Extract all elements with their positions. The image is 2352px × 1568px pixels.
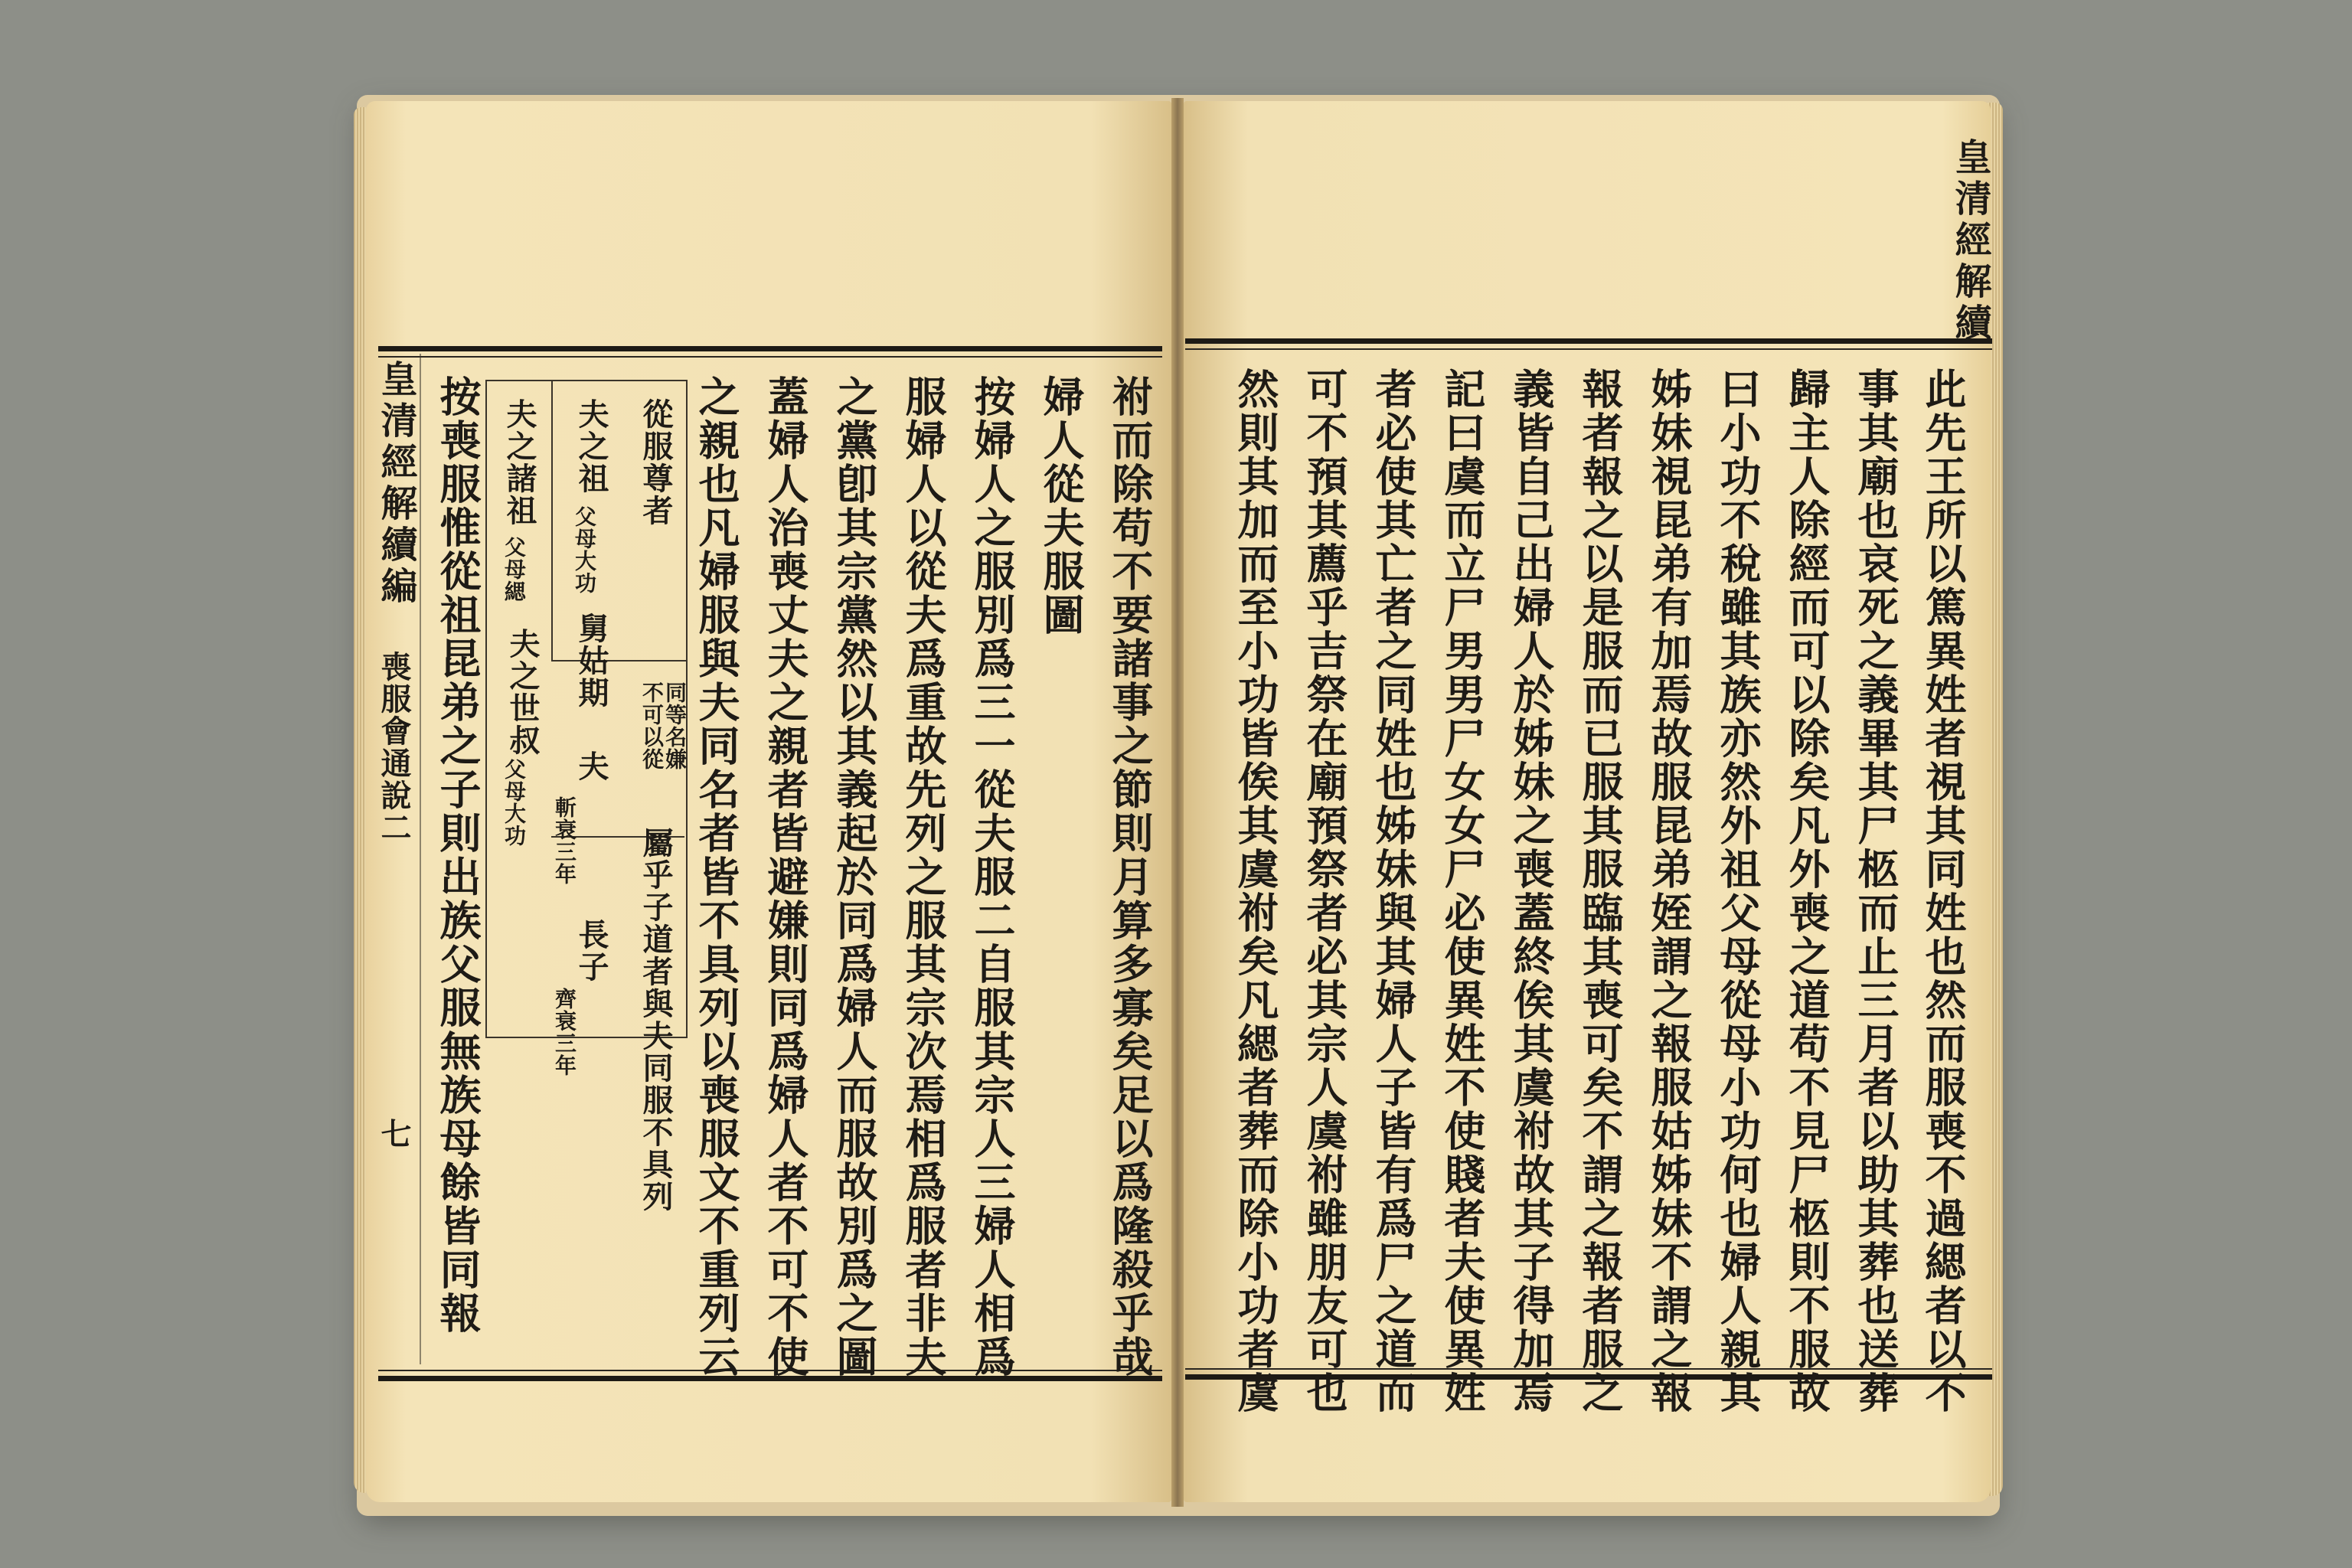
left-col-3: 按婦人之服別爲三一從夫服二自服其宗人三婦人相爲 — [968, 375, 1017, 1379]
diagram-row2-b: 夫之世叔 — [505, 628, 541, 756]
right-col-4: 曰小功不稅雖其族亦然外祖父母從母小功何也婦人親其 — [1713, 368, 1762, 1415]
right-col-11: 然則其加而至小功皆俟其虞祔矣凡緦者葬而除小功者虞 — [1231, 368, 1280, 1415]
right-col-7: 義皆自己出婦人於姊妹之喪蓋終俟其虞祔故其子得加焉 — [1507, 368, 1556, 1415]
right-margin-title: 皇清經解續 — [1949, 138, 1991, 345]
left-margin-subtitle: 喪服會通說二 — [376, 651, 412, 844]
diagram-row1-c-note: 斬衰三年 — [552, 796, 577, 885]
diagram-side-note-2: 不可以從 — [639, 681, 665, 770]
right-col-3: 歸主人除經而可以除矣凡外喪之道苟不見尸柩則不服故 — [1782, 368, 1831, 1415]
page-edges-left — [354, 107, 366, 1493]
left-col-7: 之親也凡婦服與夫同名者皆不具列以喪服文不重列云 — [692, 375, 741, 1379]
right-col-2: 事其廟也哀死之義畢其尸柩而止三月者以助其葬也送葬 — [1851, 368, 1900, 1415]
left-col-5: 之黨卽其宗黨然以其義起於同爲婦人而服故別爲之圖 — [830, 375, 879, 1379]
diagram-row2-b-note: 父母大功 — [501, 758, 527, 847]
right-col-5: 姊妹視昆弟有加焉故服昆弟姪謂之報服姑姊妹不謂之報 — [1645, 368, 1694, 1415]
left-col-1: 祔而除苟不要諸事之節則月算多寡矣足以爲隆殺乎哉 — [1106, 375, 1155, 1379]
margin-rule — [420, 354, 421, 1364]
diagram-header: 從服尊者 — [638, 398, 674, 527]
left-margin-title: 皇清經解續編 — [374, 360, 417, 608]
right-col-9: 者必使其亡者之同姓也姊妹與其婦人子皆有爲尸之道而 — [1369, 368, 1418, 1415]
diagram-side-note-1: 同等名嫌 — [662, 681, 688, 770]
left-col-6: 蓋婦人治喪丈夫之親者皆避嫌則同爲婦人者不可不使 — [761, 375, 810, 1379]
diagram-row1-d: 長子 — [573, 919, 609, 983]
diagram-row1-d-note: 齊衰三年 — [552, 988, 577, 1076]
right-col-8: 記曰虞而立尸男男尸女女尸必使異姓不使賤者夫使異姓 — [1438, 368, 1487, 1415]
right-col-1: 此先王所以篤異姓者視其同姓也然而服喪不過緦者以不 — [1919, 368, 1968, 1415]
diagram-row1-b: 舅姑期 — [573, 612, 609, 709]
book-gutter — [1171, 98, 1184, 1507]
diagram-side-text: 屬乎子道者與夫同服不具列 — [638, 827, 674, 1213]
diagram-row2-a: 夫之諸祖 — [501, 398, 537, 527]
left-col-4: 服婦人以從夫爲重故先列之服其宗次焉相爲服者非夫 — [899, 375, 948, 1379]
diagram-row1-a: 夫之祖 — [573, 398, 609, 495]
left-diagram-title: 婦人從夫服圖 — [1037, 375, 1086, 637]
right-col-10: 可不預其薦乎吉祭在廟預祭者必其宗人虞祔雖朋友可也 — [1300, 368, 1349, 1415]
diagram-row2-a-note: 父母緦 — [501, 536, 527, 603]
diagram-row1-c: 夫 — [573, 750, 609, 782]
page-number: 七 — [376, 1118, 412, 1150]
left-col-last: 按喪服惟從祖昆弟之子則出族父服無族母餘皆同報 — [433, 375, 482, 1335]
right-col-6: 報者報之以是服而已服其服臨其喪可矣不謂之報者服之 — [1576, 368, 1625, 1415]
diagram-row1-a-note: 父母大功 — [572, 505, 597, 594]
